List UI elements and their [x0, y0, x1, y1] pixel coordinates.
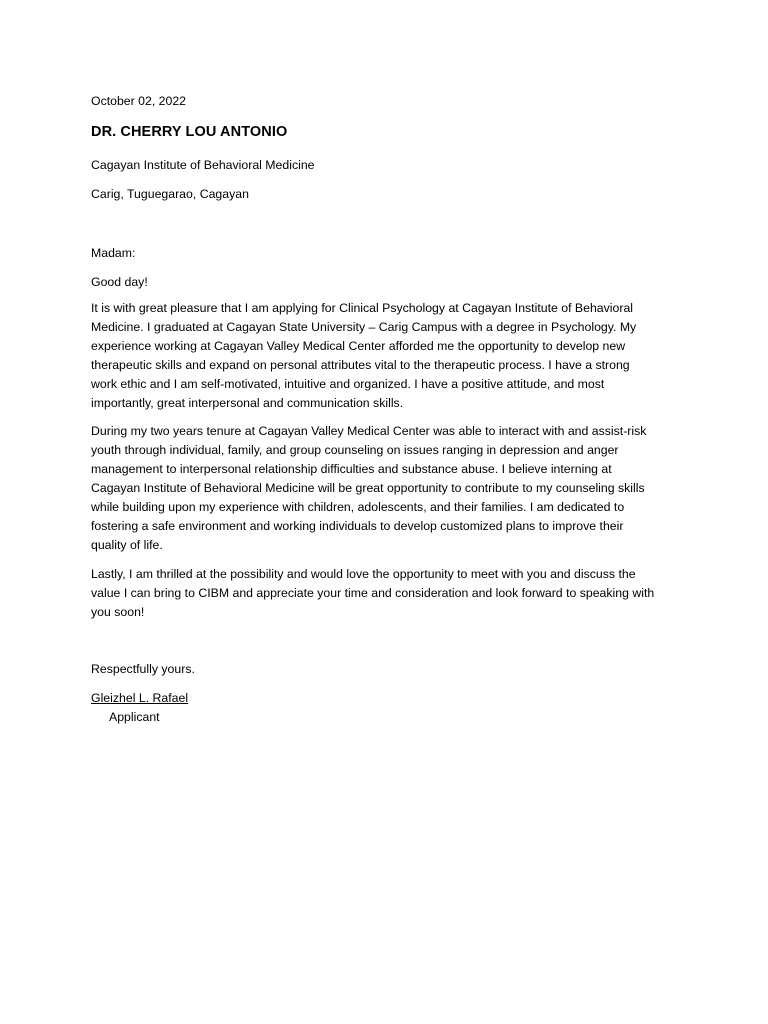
paragraph-line: therapeutic skills and expand on personal attributes vital to the therapeutic process. I have a strong: [91, 358, 630, 372]
paragraph-line: experience working at Cagayan Valley Medical Center afforded me the opportunity to develop new: [91, 339, 626, 353]
body-paragraph-1: [91, 299, 691, 413]
recipient-organization: Cagayan Institute of Behavioral Medicine: [91, 158, 315, 172]
signature-title: Applicant: [109, 710, 160, 724]
paragraph-line: you soon!: [91, 605, 145, 619]
paragraph-line: value I can bring to CIBM and appreciate your time and consideration and look forward to speaking with: [91, 586, 655, 600]
signature-name: Gleizhel L. Rafael: [91, 691, 189, 705]
paragraph-line: It is with great pleasure that I am applying for Clinical Psychology at Cagayan Institute of Behavioral: [91, 301, 634, 315]
paragraph-line: management to interpersonal relationship difficulties and substance abuse. I believe interning at: [91, 462, 612, 476]
body-paragraph-3: [91, 565, 691, 622]
closing: Respectfully yours.: [91, 662, 195, 676]
paragraph-line: quality of life.: [91, 538, 163, 552]
paragraph-line: youth through individual, family, and group counseling on issues ranging in depression and anger: [91, 443, 619, 457]
paragraph-line: work ethic and I am self-motivated, intuitive and organized. I have a positive attitude, and most: [91, 377, 605, 391]
paragraph-line: while building upon my experience with children, adolescents, and their families. I am dedicated to: [91, 500, 625, 514]
paragraph-line: Medicine. I graduated at Cagayan State University – Carig Campus with a degree in Psychology. My: [91, 320, 637, 334]
paragraph-line: During my two years tenure at Cagayan Valley Medical Center was able to interact with and assist-risk: [91, 424, 647, 438]
greeting: Good day!: [91, 275, 148, 289]
paragraph-line: fostering a safe environment and working individuals to develop customized plans to improve their: [91, 519, 624, 533]
letter-date: October 02, 2022: [91, 94, 187, 108]
paragraph-line: importantly, great interpersonal and communication skills.: [91, 396, 404, 410]
body-paragraph-2: [91, 422, 691, 555]
paragraph-line: Cagayan Institute of Behavioral Medicine will be great opportunity to contribute to my counseling skills: [91, 481, 645, 495]
recipient-address: Carig, Tuguegarao, Cagayan: [91, 187, 249, 201]
recipient-name: DR. CHERRY LOU ANTONIO: [91, 124, 288, 140]
paragraph-line: Lastly, I am thrilled at the possibility and would love the opportunity to meet with you and discuss the: [91, 567, 636, 581]
salutation: Madam:: [91, 246, 136, 260]
